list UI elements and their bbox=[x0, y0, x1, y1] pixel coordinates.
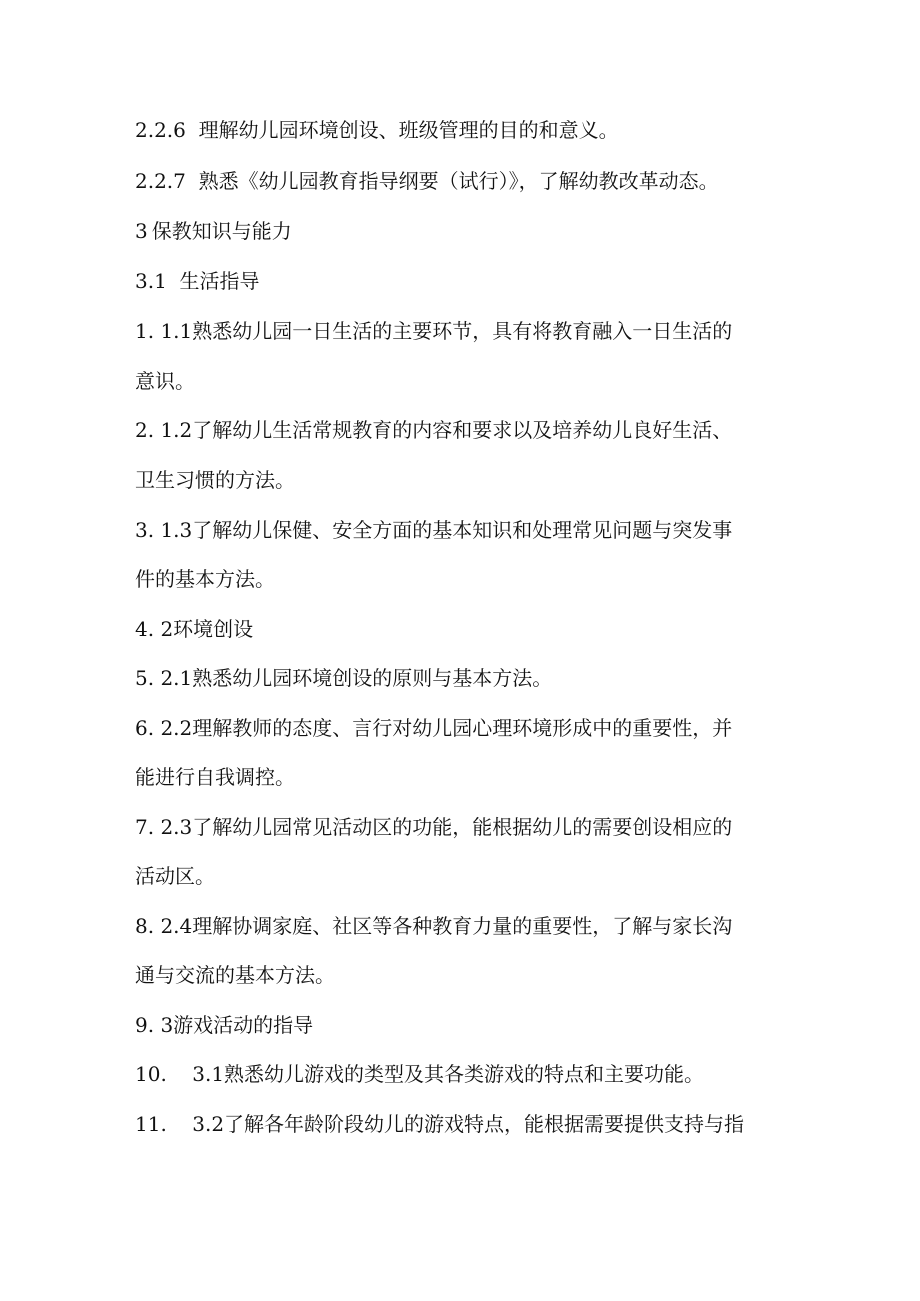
item-number: 7. 2.3 bbox=[135, 815, 193, 839]
item-text: 熟悉幼儿园环境创设的原则与基本方法。 bbox=[192, 666, 553, 690]
list-item-continuation bbox=[135, 961, 795, 989]
item-text: 卫生习惯的方法。 bbox=[135, 468, 295, 492]
item-number: 3. 1.3 bbox=[135, 518, 193, 542]
list-item-5-2-1 bbox=[135, 664, 795, 692]
item-text: 保教知识与能力 bbox=[151, 219, 292, 243]
item-number: 3 bbox=[135, 219, 148, 243]
line-2-2-6 bbox=[135, 116, 795, 144]
list-item-1-1-1 bbox=[135, 317, 795, 345]
item-number: 8. 2.4 bbox=[135, 914, 193, 938]
list-item-8-2-4 bbox=[135, 912, 795, 940]
item-number: 2.2.7 bbox=[135, 169, 186, 193]
list-item-9-3 bbox=[135, 1011, 795, 1039]
item-number: 2. 1.2 bbox=[135, 418, 193, 442]
item-text: 游戏活动的指导 bbox=[173, 1013, 314, 1037]
item-text: 理解教师的态度、言行对幼儿园心理环境形成中的重要性，并 bbox=[192, 716, 733, 740]
item-text: 生活指导 bbox=[179, 269, 260, 293]
list-item-continuation bbox=[135, 763, 795, 791]
item-number: 1. 1.1 bbox=[135, 319, 193, 343]
item-text: 环境创设 bbox=[173, 617, 254, 641]
item-separator bbox=[167, 269, 180, 293]
item-text: 意识。 bbox=[135, 369, 195, 393]
item-number: 4. 2 bbox=[135, 617, 174, 641]
list-item-3-1-3 bbox=[135, 516, 795, 544]
list-item-2-1-2 bbox=[135, 416, 795, 444]
item-number: 2.2.6 bbox=[135, 118, 186, 142]
item-text: 熟悉幼儿园一日生活的主要环节，具有将教育融入一日生活的 bbox=[192, 319, 733, 343]
list-item-4-2 bbox=[135, 615, 795, 643]
item-text: 了解幼儿生活常规教育的内容和要求以及培养幼儿良好生活、 bbox=[192, 418, 733, 442]
item-text: 了解幼儿园常见活动区的功能，能根据幼儿的需要创设相应的 bbox=[192, 815, 733, 839]
list-item-6-2-2 bbox=[135, 714, 795, 742]
item-number: 6. 2.2 bbox=[135, 716, 193, 740]
item-number: 3.1 bbox=[135, 269, 167, 293]
section-heading-3 bbox=[135, 217, 795, 245]
list-item-continuation bbox=[135, 862, 795, 890]
item-text: 熟悉幼儿游戏的类型及其各类游戏的特点和主要功能。 bbox=[224, 1062, 705, 1086]
item-separator bbox=[186, 169, 199, 193]
item-separator bbox=[186, 118, 199, 142]
item-text: 理解幼儿园环境创设、班级管理的目的和意义。 bbox=[198, 118, 619, 142]
list-item-11-3-2 bbox=[135, 1110, 795, 1138]
item-text: 能进行自我调控。 bbox=[135, 765, 295, 789]
item-text: 件的基本方法。 bbox=[135, 567, 275, 591]
subsection-heading-3-1 bbox=[135, 267, 795, 295]
list-item-continuation bbox=[135, 367, 795, 395]
item-text: 熟悉《幼儿园教育指导纲要（试行）》，了解幼教改革动态。 bbox=[198, 169, 719, 193]
item-number: 10. 3.1 bbox=[135, 1062, 225, 1086]
list-item-continuation bbox=[135, 466, 795, 494]
item-number: 9. 3 bbox=[135, 1013, 174, 1037]
line-2-2-7 bbox=[135, 167, 795, 195]
item-text: 了解幼儿保健、安全方面的基本知识和处理常见问题与突发事 bbox=[192, 518, 733, 542]
item-text: 活动区。 bbox=[135, 864, 215, 888]
item-text: 理解协调家庭、社区等各种教育力量的重要性，了解与家长沟 bbox=[192, 914, 733, 938]
item-text: 通与交流的基本方法。 bbox=[135, 963, 335, 987]
list-item-10-3-1 bbox=[135, 1060, 795, 1088]
item-number: 5. 2.1 bbox=[135, 666, 193, 690]
item-number: 11. 3.2 bbox=[135, 1112, 225, 1136]
list-item-continuation bbox=[135, 565, 795, 593]
item-text: 了解各年龄阶段幼儿的游戏特点，能根据需要提供支持与指 bbox=[224, 1112, 745, 1136]
list-item-7-2-3 bbox=[135, 813, 795, 841]
